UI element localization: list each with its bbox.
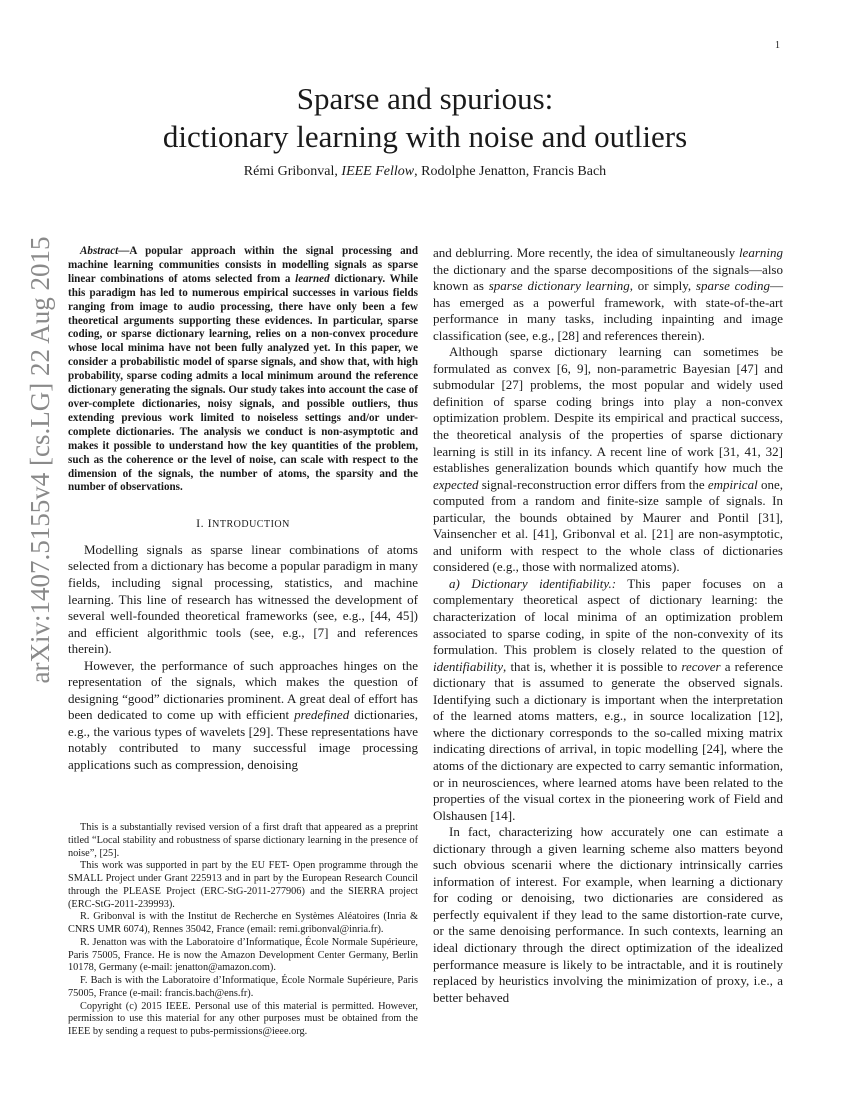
intro-paragraph-1: Modelling signals as sparse linear combinations of atoms selected from a dictionary has become a popular paradigm in many fields, including signal processing, statistics, and machine learning. This line of research has witnessed the development of several well-founded theoretical frameworks (see, e.g., [44, 45]) and efficient algorithmic tools (see, e.g., [7] and references therein). <box>68 541 418 657</box>
rp1-em3: sparse coding <box>695 278 770 294</box>
footnote: R. Gribonval is with the Institut de Recherche en Systèmes Aléatoires (Inria & CNRS UMR 6074), Rennes 35042, France (email: remi.gribonval@inria.fr). <box>68 911 418 935</box>
footnotes <box>68 822 418 1039</box>
rp1-c: , or simply, <box>629 278 696 294</box>
rp1-b: the dictionary and the sparse decompositions of the signals—also known as <box>433 261 783 294</box>
abstract-lead: Abstract <box>80 245 119 257</box>
right-column <box>433 245 783 1006</box>
rp3-em1: identifiability <box>433 658 504 674</box>
footnote: This is a substantially revised version of a first draft that appeared as a preprint titled “Local stability and robustness of sparse dictionary learning in the presence of noise”, [25]. <box>68 822 418 859</box>
section-rest: NTRODUCTION <box>212 519 290 531</box>
footnote: F. Bach is with the Laboratoire d’Informatique, École Normale Supérieure, Paris 75005, France (e-mail: francis.bach@ens.fr). <box>68 975 418 999</box>
right-paragraph-4: In fact, characterizing how accurately one can estimate a dictionary through a given learning scheme also matters beyond such obvious scenarii where the dictionary intrinsically carries information of interest. For example, when learning a dictionary for coding or denoising, two dictionaries are considered as perfectly equivalent if they lead to the same distortion-rate curve, or the same denoising performance. In such contexts, learning an ideal dictionary through the direct optimization of the idealized performance measure is likely to be intractable, and it is routinely replaced by heuristics involving the minimization of proxy, i.e., a better behaved <box>433 824 783 1005</box>
rp1-em1: learning <box>738 245 783 260</box>
rp3-a: This paper focuses on a complementary theoretical aspect of dictionary learning: the characterization of local minima of an optimization problem associated to sparse coding, in spite of the non-convexity of its formulation. This problem is closely related to the question of <box>433 575 783 658</box>
authors-part2: , Rodolphe Jenatton, Francis Bach <box>414 164 607 179</box>
abstract-body-b: dictionary. While this paradigm has led to numerous empirical successes in various fields ranging from image to audio processing, there have only been a few theoretical arguments supporting these evidences. In particular, sparse coding, or sparse dictionary learning, relies on a non-convex procedure whose local minima have not been fully analyzed yet. In this paper, we consider a probabilistic model of sparse signals, and show that, with high probability, sparse coding admits a local minimum around the reference dictionary generating the signals. Our study takes into account the case of over-complete dictionaries, noisy signals, and possible outliers, thus extending previous work limited to noiseless settings and/or under-complete dictionaries. The analysis we conduct is non-asymptotic and makes it possible to understand how the key quantities of the problem, such as the coherence or the level of noise, can scale with respect to the dimension of the signals, the number of atoms, the sparsity and the number of observations. <box>68 272 419 494</box>
right-paragraph-3 <box>433 576 783 824</box>
title-line-2: dictionary learning with noise and outliers <box>162 119 688 154</box>
rp3-em2: recover <box>681 658 721 674</box>
intro-p2-em: predefined <box>294 707 350 723</box>
right-paragraph-2 <box>433 344 783 576</box>
rp2-em1: expected <box>433 476 479 492</box>
intro-p2-a: However, the performance of such approaches hinges on the representation of the signals, which makes the question of designing “good” dictionaries prominent. A great deal of effort has been dedicated to come up with efficient <box>68 657 418 723</box>
rp2-b: signal-reconstruction error differs from the <box>478 476 708 492</box>
rp3-c: a reference dictionary that is assumed to generate the observed signals. Identifying such a dictionary is important when the interpretation of the learned atoms matters, e.g., in source localization [12], where the dictionary corresponds to the so-called mixing matrix indicating directions of arrival, in topic modelling [24], where the atoms of the dictionary are expected to carry semantic information, or in neurosciences, where learned atoms have been related to the properties of the visual cortex in the pioneering work of Field and Olshausen [14]. <box>433 658 783 823</box>
rp1-em2: sparse dictionary learning <box>488 278 630 294</box>
title-line-1: Sparse and spurious: <box>296 81 554 116</box>
intro-p2-b: dictionaries, e.g., the various types of wavelets [29]. These representations have notably contributed to many successful image processing applications such as compression, denoising <box>68 707 418 772</box>
rp3-head: a) Dictionary identifiability.: <box>449 575 617 591</box>
rp3-b: , that is, whether it is possible to <box>503 658 682 674</box>
footnote: This work was supported in part by the EU FET- Open programme through the SMALL Project under Grant 225913 and in part by the European Research Council through the PLEASE Project (ERC-StG-2011-277906) and the SIERRA project (ERC-StG-2011-239993). <box>68 860 418 910</box>
authors-part1: Rémi Gribonval, <box>243 164 342 179</box>
section-num: I. <box>196 516 208 531</box>
rp2-a: Although sparse dictionary learning can sometimes be formulated as convex [6, 9], non-parametric Bayesian [47] and submodular [27] problems, the most popular and widely used definition of sparse coding brings into play a non-convex optimization problem. Despite its empirical and practical success, the theoretical analysis of the properties of sparse dictionary learning is still in its infancy. A recent line of work [31, 41, 32] establishes generalization bounds which quantify how much the <box>433 344 783 476</box>
rp2-c: one, computed from a random and finite-size sample of signals. In particular, the bounds obtained by Maurer and Pontil [31], Vainsencher et al. [41], Gribonval et al. [21] are non-asymptotic, and uniform with respect to the whole class of dictionaries considered (e.g., those with normalized atoms). <box>433 476 783 575</box>
abstract-body-a: —A popular approach within the signal processing and machine learning communities consists in modelling signals as sparse linear combinations of atoms selected from a <box>68 245 418 285</box>
rp1-a: and deblurring. More recently, the idea of simultaneously <box>433 245 739 260</box>
section-first: I <box>207 516 213 531</box>
author-list <box>70 164 780 180</box>
abstract-body-em: learned <box>295 272 330 285</box>
authors-fellow: IEEE Fellow <box>341 164 415 179</box>
footnote: Copyright (c) 2015 IEEE. Personal use of this material is permitted. However, permission to use this material for any other purposes must be obtained from the IEEE by sending a request to pubs-permissions@ieee.org. <box>68 1000 418 1037</box>
left-column <box>68 245 418 774</box>
paper-title <box>70 80 780 156</box>
rp1-d: —has emerged as a powerful framework, with state-of-the-art performance in many tasks, including inpainting and image classification (see, e.g., [28] and references therein). <box>433 278 783 343</box>
right-paragraph-1 <box>433 245 783 344</box>
rp2-em2: empirical <box>707 476 758 492</box>
footnote: R. Jenatton was with the Laboratoire d’Informatique, École Normale Supérieure, Paris 75005, France. He is now the Amazon Development Center Germany, Berlin 10178, Germany (e-mail: jenatton@amazon.com). <box>68 936 418 974</box>
abstract <box>68 245 418 495</box>
arxiv-stamp: arXiv:1407.5155v4 [cs.LG] 22 Aug 2015 <box>25 236 55 684</box>
section-heading-introduction <box>68 515 418 534</box>
page-number: 1 <box>775 40 780 51</box>
intro-paragraph-2 <box>68 658 418 774</box>
